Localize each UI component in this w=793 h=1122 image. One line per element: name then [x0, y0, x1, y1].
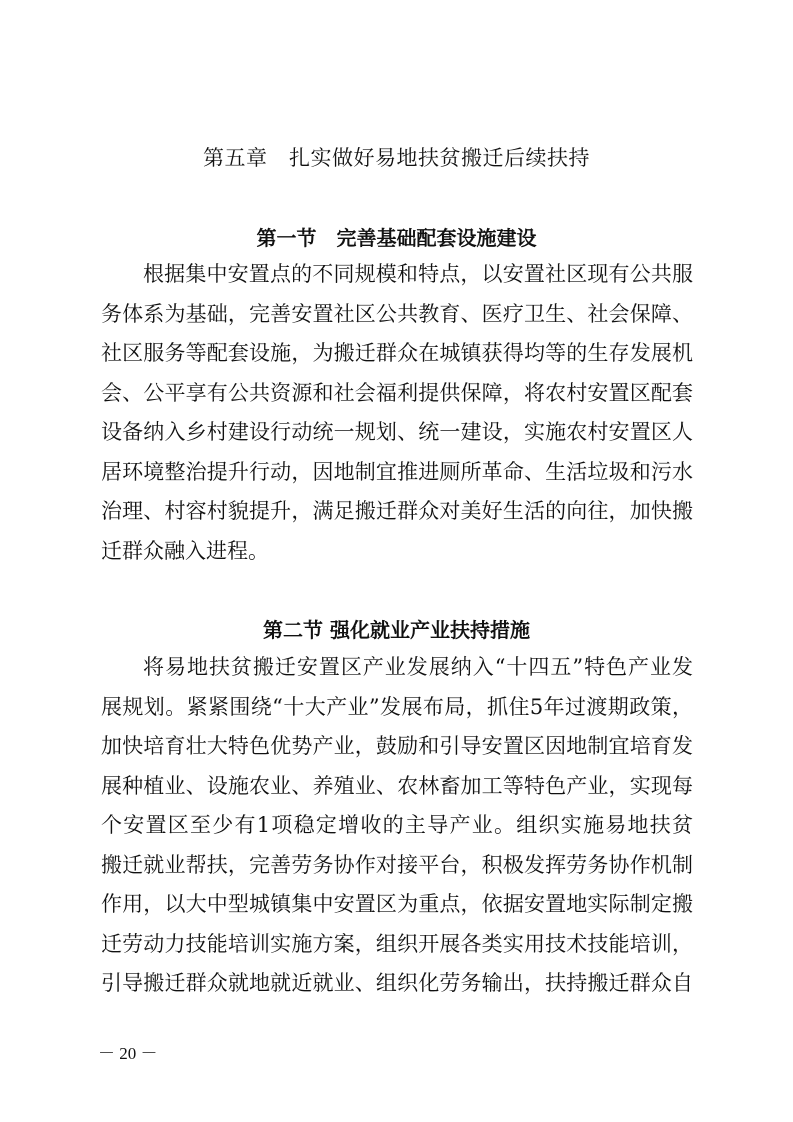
paragraph-line: 引导搬迁群众就地就近就业、组织化劳务输出，扶持搬迁群众自: [101, 971, 693, 995]
paragraph-line: 作用，以大中型城镇集中安置区为重点，依据安置地实际制定搬: [101, 892, 693, 916]
paragraph-line: 展规划。紧紧围绕“十大产业”发展布局，抓住5年过渡期政策，: [101, 694, 693, 719]
chapter-title: 第五章 扎实做好易地扶贫搬迁后续扶持: [203, 146, 590, 170]
paragraph-line: 展种植业、设施农业、养殖业、农林畜加工等特色产业，实现每: [101, 773, 693, 798]
paragraph-line: 会、公平享有公共资源和社会福利提供保障，将农村安置区配套: [101, 380, 693, 405]
paragraph-line: 居环境整治提升行动，因地制宜推进厕所革命、生活垃圾和污水: [101, 459, 693, 484]
page-number: － 20 －: [98, 1044, 158, 1063]
paragraph-line: 迁劳动力技能培训实施方案，组织开展各类实用技术技能培训，: [101, 931, 693, 956]
section-paragraph: [101, 648, 693, 1004]
paragraph-line: 设备纳入乡村建设行动统一规划、统一建设，实施农村安置区人: [101, 420, 693, 444]
section-title: 第二节 强化就业产业扶持措施: [263, 618, 530, 642]
paragraph-line: 迁群众融入进程。: [101, 538, 269, 563]
paragraph-line: 个安置区至少有1项稳定增收的主导产业。组织实施易地扶贫: [101, 813, 693, 837]
section-paragraph: [101, 255, 693, 571]
paragraph-line: 搬迁就业帮扶，完善劳务协作对接平台，积极发挥劳务协作机制: [101, 852, 693, 877]
paragraph-line: 加快培育壮大特色优势产业，鼓励和引导安置区因地制宜培育发: [101, 734, 693, 758]
paragraph-line: 社区服务等配套设施，为搬迁群众在城镇获得均等的生存发展机: [101, 341, 693, 365]
paragraph-line: 将易地扶贫搬迁安置区产业发展纳入“十四五”特色产业发: [143, 655, 693, 679]
paragraph-line: 根据集中安置点的不同规模和特点，以安置社区现有公共服: [143, 262, 693, 286]
paragraph-line: 治理、村容村貌提升，满足搬迁群众对美好生活的向往，加快搬: [101, 499, 693, 523]
section-title: 第一节 完善基础配套设施建设: [256, 226, 537, 250]
paragraph-line: 务体系为基础，完善安置社区公共教育、医疗卫生、社会保障、: [101, 301, 693, 326]
